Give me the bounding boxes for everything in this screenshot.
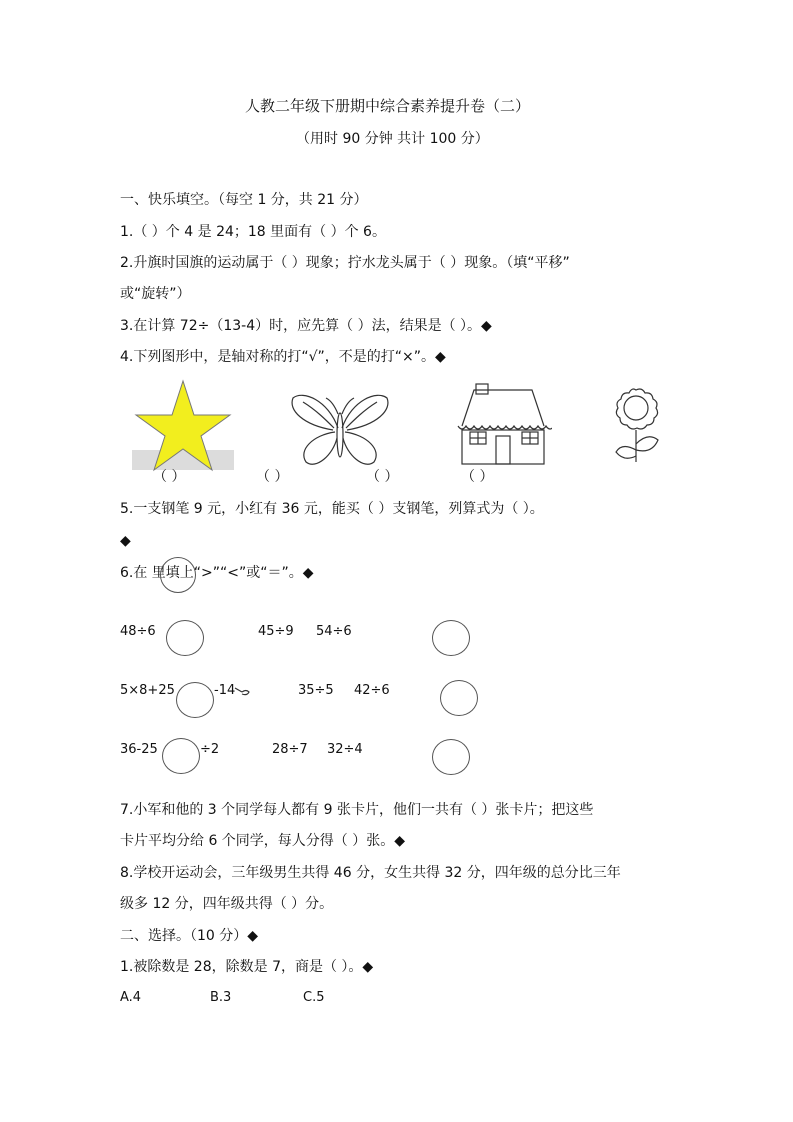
compare-circle-1a[interactable] [166,620,204,656]
compare-circle-2a[interactable] [176,682,214,718]
page-title: 人教二年级下册期中综合素养提升卷（二） [245,97,531,115]
answer-blank-4[interactable]: （ ） [461,469,494,485]
q6-row-1-middle: 45÷9 [258,624,294,639]
q6-row-1-right: 54÷6 [316,624,352,639]
question-7-line-1: 7.小军和他的 3 个同学每人都有 9 张卡片，他们一共有（ ）张卡片；把这些 [120,802,594,818]
compare-circle-2b[interactable] [440,680,478,716]
option-a[interactable]: A.4 [120,990,142,1005]
page-subtitle: （用时 90 分钟 共计 100 分） [296,131,489,147]
q6-row-2-right: 42÷6 [354,683,390,698]
question-2-line-1: 2.升旗时国旗的运动属于（ ）现象；拧水龙头属于（ ）现象。（填“平移” [120,255,570,271]
question-2-line-2: 或“旋转”） [120,286,191,302]
q6-row-2-left: 5×8+25 [120,683,175,698]
compare-circle-example [160,557,196,593]
choice-question-1: 1.被除数是 28，除数是 7，商是（ ）。◆ [120,959,374,975]
answer-blank-1[interactable]: （ ） [153,469,186,485]
hand-arrow-icon [233,684,251,698]
flower-picture [608,386,664,466]
question-4: 4.下列图形中，是轴对称的打“√”，不是的打“×”。◆ [120,349,446,365]
q6-row-2-middle: 35÷5 [298,683,334,698]
question-8-line-1: 8.学校开运动会，三年级男生共得 46 分，女生共得 32 分，四年级的总分比三年 [120,865,621,881]
answer-blank-2[interactable]: （ ） [256,469,289,485]
question-5-line-2: ◆ [120,533,131,549]
house-picture [454,382,552,466]
option-b[interactable]: B.3 [210,990,232,1005]
star-picture [132,378,234,472]
question-5-line-1: 5.一支钢笔 9 元，小红有 36 元，能买（ ）支钢笔，列算式为（ ）。 [120,501,544,517]
question-6: 6.在 里填上“>”“<”或“＝”。◆ [120,565,314,581]
q6-row-1-left: 48÷6 [120,624,156,639]
q6-row-3-middle: 28÷7 [272,742,308,757]
compare-circle-3a[interactable] [162,738,200,774]
answer-blank-3[interactable]: （ ） [366,469,399,485]
question-7-line-2: 卡片平均分给 6 个同学，每人分得（ ）张。◆ [120,833,406,849]
q6-row-3-mid-part: ÷2 [200,742,220,757]
section-heading-2: 二、选择。（10 分）◆ [120,928,259,944]
q6-row-3-right: 32÷4 [327,742,363,757]
butterfly-picture [288,390,392,472]
question-3: 3.在计算 72÷（13-4）时，应先算（ ）法，结果是（ ）。◆ [120,318,492,334]
section-heading-1: 一、快乐填空。（每空 1 分，共 21 分） [120,192,368,208]
q6-row-2-mid-part: -14 [214,683,236,698]
question-8-line-2: 级多 12 分，四年级共得（ ）分。 [120,896,334,912]
compare-circle-1b[interactable] [432,620,470,656]
option-c[interactable]: C.5 [303,990,325,1005]
q6-row-3-left: 36-25 [120,742,158,757]
compare-circle-3b[interactable] [432,739,470,775]
question-1: 1.（ ）个 4 是 24；18 里面有（ ）个 6。 [120,224,386,240]
